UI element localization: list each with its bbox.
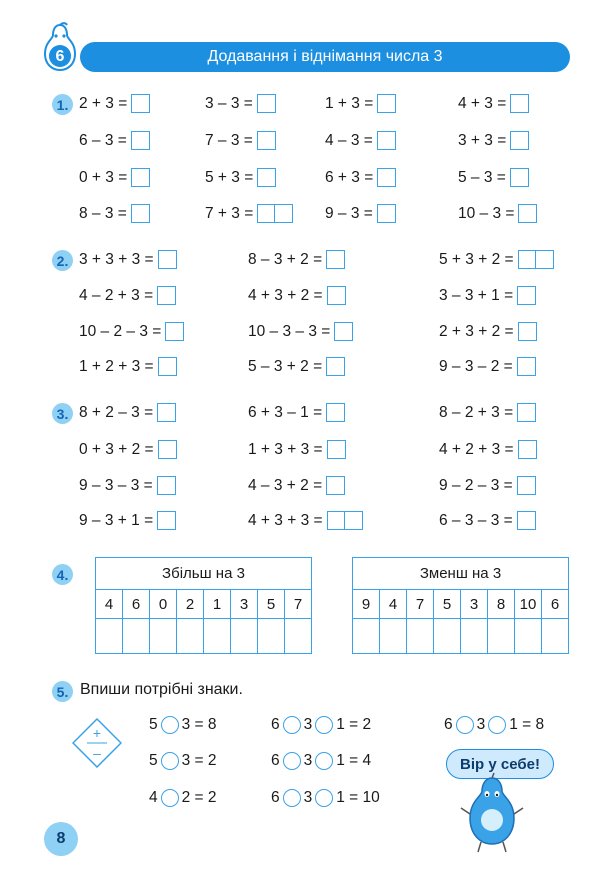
table-cell: 6	[541, 590, 568, 618]
task-4-number: 4.	[52, 564, 73, 585]
table-cell: 9	[361, 595, 371, 613]
answer-box[interactable]	[165, 322, 184, 341]
exercise-22: 3 – 3 + 1 =	[439, 286, 536, 305]
sign-exercise-7: 6 3 1 = 8	[444, 716, 545, 733]
answer-box[interactable]	[158, 250, 177, 269]
sign-circle[interactable]	[161, 716, 179, 734]
exercise-13: 8 – 3 =	[79, 204, 150, 223]
answer-box[interactable]	[377, 168, 396, 187]
answer-cell[interactable]	[487, 619, 514, 653]
sign-circle[interactable]	[161, 752, 179, 770]
answer-box[interactable]	[157, 286, 176, 305]
table-cell: 4	[379, 590, 406, 618]
answer-box[interactable]	[158, 440, 177, 459]
answer-box[interactable]	[517, 511, 536, 530]
answer-box[interactable]	[257, 94, 276, 113]
exercise-28: 9 – 3 – 2 =	[439, 357, 536, 376]
pear-character-icon	[456, 772, 530, 854]
answer-box[interactable]	[131, 131, 150, 150]
exercise-35: 9 – 3 – 3 =	[79, 476, 176, 495]
table-cell: 4	[104, 595, 114, 613]
exercise-37: 9 – 2 – 3 =	[439, 476, 536, 495]
answer-box[interactable]	[517, 286, 536, 305]
exercise-4: 4 + 3 =	[458, 94, 529, 113]
exercise-6: 7 – 3 =	[205, 131, 276, 150]
answer-box[interactable]	[510, 94, 529, 113]
answer-cell[interactable]	[257, 619, 284, 653]
table-cell: 5	[433, 590, 460, 618]
answer-cell[interactable]	[514, 619, 541, 653]
exercise-26: 1 + 2 + 3 =	[79, 357, 177, 376]
answer-box[interactable]	[131, 168, 150, 187]
task-5-instruction: Впиши потрібні знаки.	[80, 681, 243, 698]
plus-minus-diamond-icon	[72, 718, 122, 768]
task-5-number: 5.	[52, 681, 73, 702]
table-increase-values	[96, 590, 311, 619]
answer-box[interactable]	[334, 322, 353, 341]
answer-cell[interactable]	[353, 619, 379, 653]
task-2-number: 2.	[52, 250, 73, 271]
exercise-2: 3 – 3 =	[205, 94, 276, 113]
table-cell: 10	[514, 590, 541, 618]
page-number: 8	[44, 822, 78, 856]
answer-box[interactable]	[158, 357, 177, 376]
exercise-1: 2 + 3 =	[79, 94, 150, 113]
answer-box-double[interactable]	[518, 250, 554, 269]
answer-box[interactable]	[518, 204, 537, 223]
table-cell: 0	[149, 590, 176, 618]
table-cell: 2	[176, 590, 203, 618]
exercise-32: 0 + 3 + 2 =	[79, 440, 177, 459]
exercise-20: 4 – 2 + 3 =	[79, 286, 176, 305]
sign-exercise-5: 6 3 1 = 4	[271, 752, 372, 769]
task-1-number: 1.	[52, 94, 73, 115]
exercise-14: 7 + 3 =	[205, 204, 293, 223]
table-cell: 7	[406, 590, 433, 618]
table-cell: 5	[257, 590, 284, 618]
exercise-19: 5 + 3 + 2 =	[439, 250, 554, 269]
exercise-3: 1 + 3 =	[325, 94, 396, 113]
answer-box[interactable]	[510, 168, 529, 187]
answer-box[interactable]	[377, 131, 396, 150]
answer-box-double[interactable]	[257, 204, 293, 223]
sign-exercise-3: 4 2 = 2	[149, 789, 217, 806]
table-increase-title: Збільш на 3	[96, 558, 311, 590]
plus-symbol: +	[92, 725, 102, 741]
table-decrease-answers	[353, 619, 568, 653]
exercise-38: 9 – 3 + 1 =	[79, 511, 176, 530]
exercise-9: 0 + 3 =	[79, 168, 150, 187]
table-cell: 7	[284, 590, 311, 618]
exercise-8: 3 + 3 =	[458, 131, 529, 150]
answer-box[interactable]	[131, 94, 150, 113]
exercise-40: 6 – 3 – 3 =	[439, 511, 536, 530]
answer-cell[interactable]	[149, 619, 176, 653]
minus-symbol: –	[93, 745, 101, 761]
answer-box[interactable]	[327, 286, 346, 305]
exercise-31: 8 – 2 + 3 =	[439, 403, 536, 422]
answer-box[interactable]	[517, 403, 536, 422]
exercise-17: 3 + 3 + 3 =	[79, 250, 177, 269]
sign-circle[interactable]	[315, 716, 333, 734]
table-decrease-title: Зменш на 3	[353, 558, 568, 590]
exercise-30: 6 + 3 – 1 =	[248, 403, 345, 422]
answer-cell[interactable]	[284, 619, 311, 653]
sign-exercise-2: 5 3 = 2	[149, 752, 217, 769]
exercise-27: 5 – 3 + 2 =	[248, 357, 345, 376]
answer-cell[interactable]	[122, 619, 149, 653]
exercise-29: 8 + 2 – 3 =	[79, 403, 176, 422]
sign-circle[interactable]	[283, 789, 301, 807]
exercise-24: 10 – 3 – 3 =	[248, 322, 353, 341]
answer-box[interactable]	[157, 476, 176, 495]
answer-box[interactable]	[518, 440, 537, 459]
sign-exercise-4: 6 3 1 = 2	[271, 716, 372, 733]
answer-box[interactable]	[157, 403, 176, 422]
answer-box[interactable]	[326, 476, 345, 495]
table-decrease-values	[353, 590, 568, 619]
exercise-34: 4 + 2 + 3 =	[439, 440, 537, 459]
answer-box[interactable]	[131, 204, 150, 223]
answer-box[interactable]	[257, 131, 276, 150]
table-increase	[95, 557, 312, 654]
exercise-39: 4 + 3 + 3 =	[248, 511, 363, 530]
table-cell: 6	[122, 590, 149, 618]
answer-box[interactable]	[257, 168, 276, 187]
sign-circle[interactable]	[161, 789, 179, 807]
sign-circle[interactable]	[315, 789, 333, 807]
answer-cell[interactable]	[406, 619, 433, 653]
exercise-36: 4 – 3 + 2 =	[248, 476, 345, 495]
answer-cell[interactable]	[176, 619, 203, 653]
sign-exercise-1: 5 3 = 8	[149, 716, 217, 733]
table-increase-answers	[96, 619, 311, 653]
answer-box[interactable]	[326, 357, 345, 376]
exercise-12: 5 – 3 =	[458, 168, 529, 187]
answer-cell[interactable]	[96, 619, 122, 653]
exercise-21: 4 + 3 + 2 =	[248, 286, 346, 305]
answer-cell[interactable]	[230, 619, 257, 653]
answer-box[interactable]	[517, 476, 536, 495]
sign-circle[interactable]	[456, 716, 474, 734]
sign-exercise-6: 6 3 1 = 10	[271, 789, 380, 806]
answer-cell[interactable]	[433, 619, 460, 653]
answer-box[interactable]	[510, 131, 529, 150]
exercise-23: 10 – 2 – 3 =	[79, 322, 184, 341]
table-cell: 3	[460, 590, 487, 618]
table-cell: 8	[487, 590, 514, 618]
exercise-11: 6 + 3 =	[325, 168, 396, 187]
motivation-badge: Вір у себе!	[446, 749, 554, 779]
answer-box[interactable]	[518, 322, 537, 341]
lesson-title: Додавання і віднімання числа 3	[80, 42, 570, 72]
table-cell: 1	[203, 590, 230, 618]
answer-cell[interactable]	[379, 619, 406, 653]
task-3-number: 3.	[52, 403, 73, 424]
exercise-15: 9 – 3 =	[325, 204, 396, 223]
exercise-18: 8 – 3 + 2 =	[248, 250, 345, 269]
table-decrease	[352, 557, 569, 654]
exercise-5: 6 – 3 =	[79, 131, 150, 150]
exercise-10: 5 + 3 =	[205, 168, 276, 187]
answer-cell[interactable]	[541, 619, 568, 653]
answer-box[interactable]	[517, 357, 536, 376]
answer-box[interactable]	[377, 204, 396, 223]
exercise-33: 1 + 3 + 3 =	[248, 440, 346, 459]
answer-cell[interactable]	[460, 619, 487, 653]
page-icon-number: 6	[55, 48, 65, 65]
answer-box[interactable]	[157, 511, 176, 530]
answer-box[interactable]	[326, 250, 345, 269]
sign-circle[interactable]	[488, 716, 506, 734]
sign-circle[interactable]	[283, 716, 301, 734]
exercise-16: 10 – 3 =	[458, 204, 537, 223]
answer-box[interactable]	[327, 440, 346, 459]
answer-box-double[interactable]	[327, 511, 363, 530]
answer-cell[interactable]	[203, 619, 230, 653]
sign-circle[interactable]	[283, 752, 301, 770]
sign-circle[interactable]	[315, 752, 333, 770]
table-cell: 3	[230, 590, 257, 618]
exercise-7: 4 – 3 =	[325, 131, 396, 150]
exercise-25: 2 + 3 + 2 =	[439, 322, 537, 341]
answer-box[interactable]	[326, 403, 345, 422]
answer-box[interactable]	[377, 94, 396, 113]
